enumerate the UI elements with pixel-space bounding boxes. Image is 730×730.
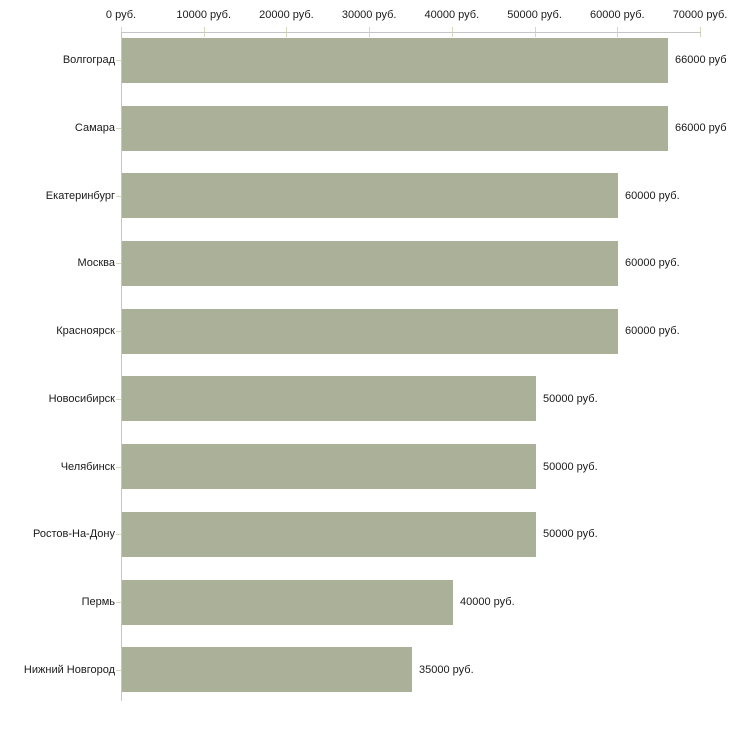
bar [122, 512, 536, 557]
bar-value-label: 66000 руб [675, 54, 727, 67]
category-tick-mark [116, 128, 121, 129]
bar [122, 580, 453, 625]
bar-value-label: 66000 руб [675, 122, 727, 135]
bar [122, 309, 618, 354]
category-label: Екатеринбург [45, 189, 115, 202]
x-axis-line [121, 32, 701, 33]
x-tick-label: 0 руб. [105, 9, 137, 21]
bar-value-label: 60000 руб. [625, 257, 680, 270]
category-tick-mark [116, 399, 121, 400]
category-tick-mark [116, 534, 121, 535]
category-label: Красноярск [56, 325, 115, 338]
category-label: Новосибирск [48, 392, 115, 405]
x-tick-label: 70000 руб. [672, 9, 728, 21]
x-tick-label: 20000 руб. [259, 9, 314, 21]
category-tick-mark [116, 60, 121, 61]
category-tick-mark [116, 602, 121, 603]
x-tick-label: 40000 руб. [424, 9, 480, 21]
bar [122, 241, 618, 286]
category-tick-mark [116, 331, 121, 332]
x-tick-label: 60000 руб. [589, 9, 645, 21]
category-label: Челябинск [60, 460, 115, 473]
category-label: Ростов-На-Дону [32, 528, 115, 541]
bar-value-label: 40000 руб. [460, 596, 515, 609]
bar-value-label: 50000 руб. [543, 528, 598, 541]
category-tick-mark [116, 467, 121, 468]
bar [122, 106, 668, 151]
category-tick-mark [116, 263, 121, 264]
category-label: Пермь [81, 596, 115, 609]
bar-value-label: 35000 руб. [419, 663, 474, 676]
bar-value-label: 50000 руб. [543, 460, 598, 473]
bar [122, 376, 536, 421]
x-tick-label: 30000 руб. [341, 9, 397, 21]
x-tick-label: 50000 руб. [507, 9, 562, 21]
category-label: Самара [74, 122, 115, 135]
bar-value-label: 60000 руб. [625, 189, 680, 202]
bar [122, 647, 412, 692]
category-tick-mark [116, 196, 121, 197]
category-label: Нижний Новгород [23, 663, 115, 676]
x-tick-label: 10000 руб. [176, 9, 232, 21]
category-label: Волгоград [62, 54, 115, 67]
bar-value-label: 50000 руб. [543, 392, 598, 405]
bar [122, 173, 618, 218]
bar [122, 38, 668, 83]
bar [122, 444, 536, 489]
category-tick-mark [116, 670, 121, 671]
bar-value-label: 60000 руб. [625, 325, 680, 338]
category-label: Москва [77, 257, 115, 270]
